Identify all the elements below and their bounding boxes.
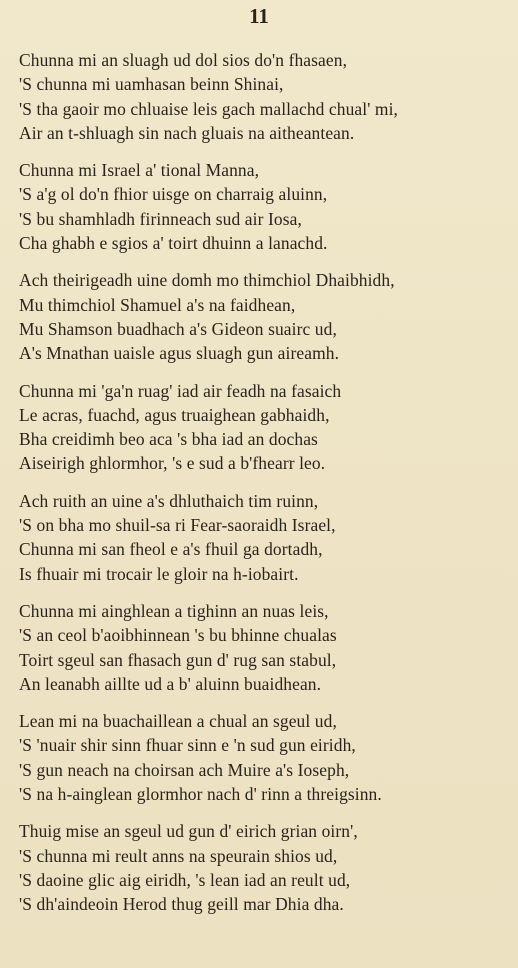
stanza-5 — [19, 489, 515, 586]
stanza-3 — [19, 268, 515, 365]
stanza-7 — [19, 709, 515, 806]
poem-line: A's Mnathan uaisle agus sluagh gun aireamh. — [19, 343, 340, 364]
poem-line: Chunna mi 'ga'n ruag' iad air feadh na fasaich — [19, 380, 342, 401]
poem-line: 'S 'nuair shir sinn fhuar sinn e 'n sud gun eiridh, — [19, 735, 356, 756]
poem-line: Chunna mi an sluagh ud dol sios do'n fhasaen, — [19, 50, 348, 70]
poem-line: Is fhuair mi trocair le gloir na h-iobairt. — [19, 563, 299, 584]
poem-line: 'S an ceol b'aoibhinnean 's bu bhinne chualas — [19, 625, 337, 646]
stanza-8 — [19, 819, 515, 916]
poem-line: 'S tha gaoir mo chluaise leis gach mallachd chual' mi, — [19, 98, 399, 119]
poem-line: 'S bu shamhladh firinneach sud air Iosa, — [19, 208, 302, 229]
poem-line: 'S chunna mi uamhasan beinn Shinai, — [19, 74, 284, 95]
stanza-4 — [19, 379, 515, 476]
poem-line: Mu Shamson buadhach a's Gideon suairc ud, — [19, 318, 337, 339]
poem-line: Chunna mi san fheol e a's fhuil ga dortadh, — [19, 539, 323, 560]
poem-line: Air an t-shluagh sin nach gluais na aitheantean. — [19, 122, 355, 143]
poem-line: Mu thimchiol Shamuel a's na faidhean, — [19, 294, 296, 315]
poem-line: Le acras, fuachd, agus truaighean gabhaidh, — [19, 404, 330, 425]
poem-line: Cha ghabh e sgios a' toirt dhuinn a lanachd. — [19, 233, 328, 254]
poem-line: Ach ruith an uine a's dhluthaich tim ruinn, — [19, 490, 319, 511]
poem-line: Chunna mi Israel a' tional Manna, — [19, 160, 260, 181]
poem-line: 'S dh'aindeoin Herod thug geill mar Dhia dha. — [19, 894, 344, 915]
stanza-2 — [19, 158, 515, 255]
poem-line: 'S daoine glic aig eiridh, 's lean iad an reult ud, — [19, 869, 351, 890]
poem-line: Toirt sgeul san fhasach gun d' rug san stabul, — [19, 649, 337, 670]
poem-line: Ach theirigeadh uine domh mo thimchiol Dhaibhidh, — [19, 270, 395, 291]
stanza-1 — [19, 48, 515, 145]
poem-line: 'S chunna mi reult anns na speurain shios ud, — [19, 845, 338, 866]
poem — [19, 48, 515, 930]
poem-line: Chunna mi ainghlean a tighinn an nuas leis, — [19, 600, 329, 621]
stanza-6 — [19, 599, 515, 696]
poem-line: Aiseirigh ghlormhor, 's e sud a b'fhearr leo. — [19, 453, 326, 474]
poem-line: Lean mi na buachaillean a chual an sgeul ud, — [19, 711, 337, 732]
poem-line: Bha creidimh beo aca 's bha iad an dochas — [19, 429, 318, 450]
poem-line: 'S on bha mo shuil-sa ri Fear-saoraidh Israel, — [19, 515, 336, 536]
poem-line: 'S gun neach na choirsan ach Muire a's Ioseph, — [19, 759, 350, 780]
poem-line: Thuig mise an sgeul ud gun d' eirich grian oirn', — [19, 821, 358, 842]
poem-line: An leanabh aillte ud a b' aluinn buaidhean. — [19, 673, 322, 694]
poem-line: 'S a'g ol do'n fhior uisge on charraig aluinn, — [19, 184, 328, 205]
page-number: 11 — [249, 4, 269, 28]
poem-line: 'S na h-ainglean glormhor nach d' rinn a threigsinn. — [19, 784, 382, 805]
